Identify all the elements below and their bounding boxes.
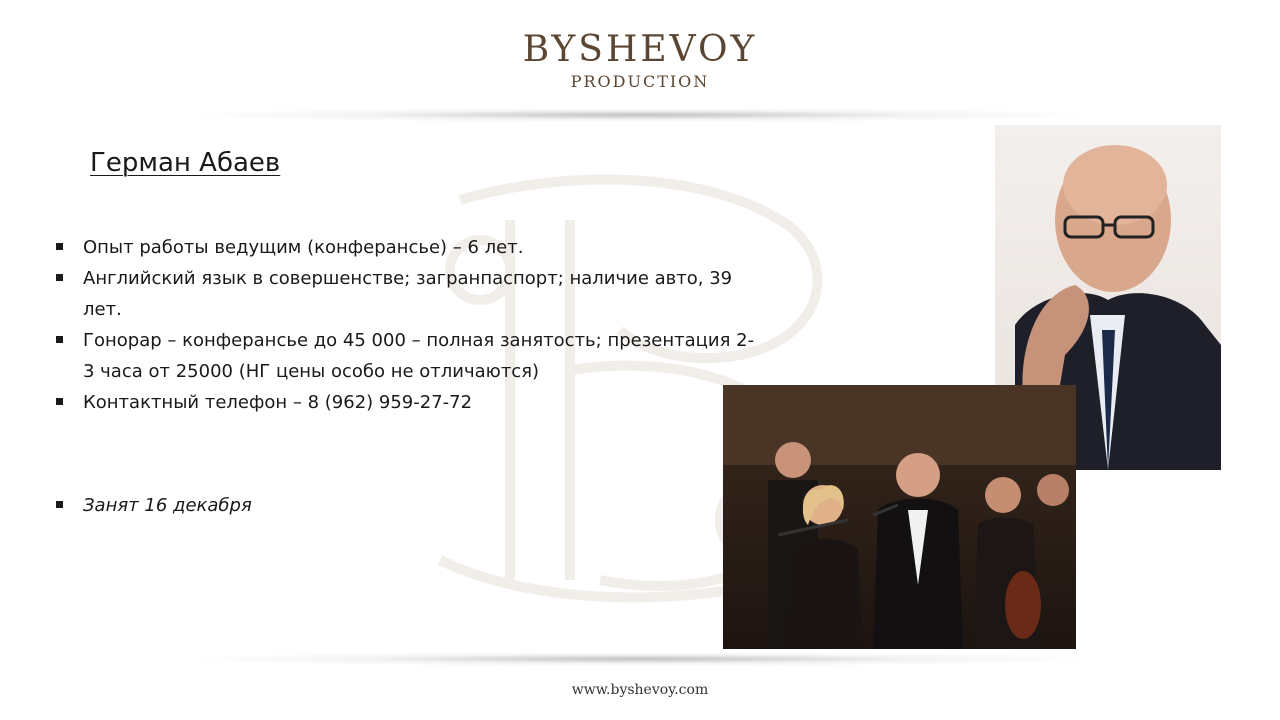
list-item-text: Занят 16 декабря	[83, 495, 252, 516]
list-item	[56, 387, 756, 418]
footer-divider	[200, 652, 1080, 666]
company-logo	[0, 30, 1280, 91]
website-link[interactable]: www.byshevoy.com	[571, 682, 709, 698]
bullet-icon	[56, 398, 63, 405]
header-divider	[200, 108, 1080, 122]
bullet-icon	[56, 336, 63, 343]
list-item-text: Гонорар – конферансье до 45 000 – полная занятость; презентация 2-3 часа от 25000 (НГ цены особо не отличаются)	[83, 330, 755, 382]
stage-illustration	[723, 385, 1076, 649]
list-item	[56, 325, 756, 387]
bullet-icon	[56, 243, 63, 250]
list-item	[56, 263, 756, 325]
info-list	[56, 232, 756, 521]
list-item-text: Опыт работы ведущим (конферансье) – 6 лет.	[83, 237, 524, 258]
list-item	[56, 232, 756, 263]
list-item-busy	[56, 490, 756, 521]
person-name: Герман Абаев	[90, 148, 281, 178]
list-item-text: Контактный телефон – 8 (962) 959-27-72	[83, 392, 473, 413]
bullet-icon	[56, 274, 63, 281]
logo-title: BYSHEVOY	[522, 29, 758, 70]
bullet-icon	[56, 501, 63, 508]
logo-subtitle: PRODUCTION	[570, 72, 710, 91]
list-item-text: Английский язык в совершенстве; загранпаспорт; наличие авто, 39 лет.	[83, 268, 733, 320]
stage-photo	[723, 385, 1076, 649]
